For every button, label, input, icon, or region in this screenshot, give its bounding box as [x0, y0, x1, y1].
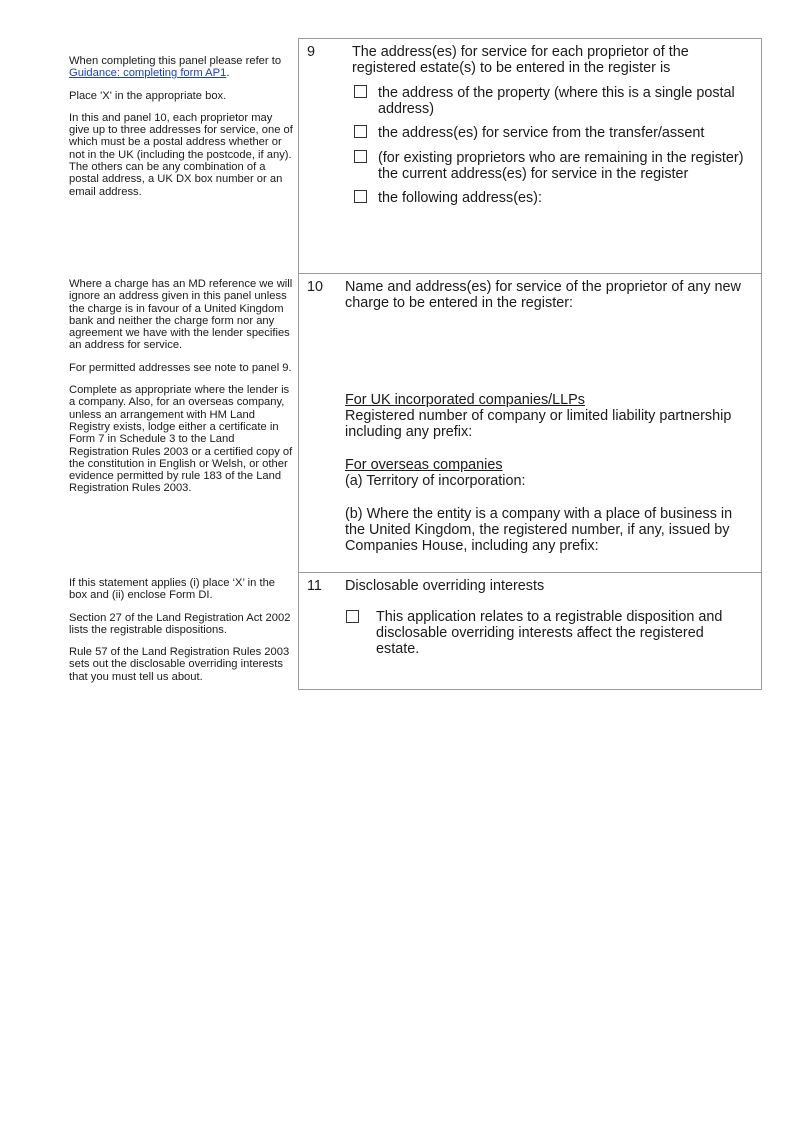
checkbox-transfer-address[interactable]: [354, 125, 367, 138]
panel-10-number: 10: [307, 279, 324, 295]
permitted-addresses-note: For permitted addresses see note to panel 9.: [69, 361, 292, 374]
panel-11-heading: Disclosable overriding interests: [345, 578, 545, 594]
guidance-note: When completing this panel please refer to Guidance: completing form AP1.: [69, 55, 282, 80]
company-note: Complete as appropriate where the lender is a company. Also, for an overseas company, unless an arrangement with HM Land Registry exists, lodge either a certificate in Form 7 in Schedule 3 to the Land Registration Rules 2003 or a certified copy of the constitution in English or Welsh, or other evidence permitted by rule 183 of the Land Registration Rules 2003.: [69, 384, 293, 495]
checkbox-disclosable-interests[interactable]: [346, 610, 359, 623]
guidance-link[interactable]: Guidance: completing form AP1: [69, 67, 227, 80]
statement-note: If this statement applies (i) place ‘X’ in the box and (ii) enclose Form DI.: [69, 577, 276, 602]
panel-11-notes: [69, 577, 293, 693]
panel-9-heading: The address(es) for service for each proprietor of the registered estate(s) to be entered in the register is: [352, 44, 689, 76]
territory-of-incorporation: (a) Territory of incorporation:: [345, 473, 526, 489]
option-1-label: the address of the property (where this is a single postal address): [378, 85, 735, 117]
overseas-companies-section: [345, 457, 755, 554]
checkbox-current-address[interactable]: [354, 150, 367, 163]
section-27-note: Section 27 of the Land Registration Act 2002 lists the registrable dispositions.: [69, 611, 291, 636]
checkbox-property-address[interactable]: [354, 85, 367, 98]
panel-9-notes: [69, 55, 293, 208]
companies-house-number: (b) Where the entity is a company with a place of business in the United Kingdom, the registered number, if any, issued by Companies House, including any prefix:: [345, 506, 733, 554]
place-x-note: Place 'X' in the appropriate box.: [69, 89, 227, 102]
panel-10: [298, 273, 762, 573]
panel-10-heading: Name and address(es) for service of the proprietor of any new charge to be entered in the register:: [345, 279, 741, 311]
option-4-label: the following address(es):: [378, 190, 542, 206]
panel-11: [298, 572, 762, 690]
addresses-note: In this and panel 10, each proprietor may give up to three addresses for service, one of which must be a postal address whether or not in the UK (including the postcode, if any). The others can be any combination of a postal address, a UK DX box number or an email address.: [69, 111, 293, 198]
panel-10-notes: [69, 278, 293, 505]
rule-57-note: Rule 57 of the Land Registration Rules 2003 sets out the disclosable overriding interests that you must tell us about.: [69, 646, 290, 683]
panel-9: [298, 38, 762, 274]
panel-9-number: 9: [307, 44, 316, 60]
option-2-label: the address(es) for service from the transfer/assent: [378, 125, 705, 141]
disclosable-interests-label: This application relates to a registrable disposition and disclosable overriding interests affect the registered estate.: [376, 609, 723, 657]
overseas-companies-heading: For overseas companies: [345, 457, 503, 473]
uk-companies-text: Registered number of company or limited liability partnership including any prefix:: [345, 408, 732, 440]
panel-11-number: 11: [307, 578, 322, 594]
md-reference-note: Where a charge has an MD reference we will ignore an address given in this panel unless the charge is in favour of a United Kingdom bank and neither the charge form nor any agreement we have with the lender specifies an address for service.: [69, 278, 293, 352]
uk-companies-heading: For UK incorporated companies/LLPs: [345, 392, 585, 408]
checkbox-following-address[interactable]: [354, 190, 367, 203]
option-3-label: (for existing proprietors who are remaining in the register) the current address(es) for service in the register: [378, 150, 744, 182]
uk-companies-section: [345, 392, 750, 440]
